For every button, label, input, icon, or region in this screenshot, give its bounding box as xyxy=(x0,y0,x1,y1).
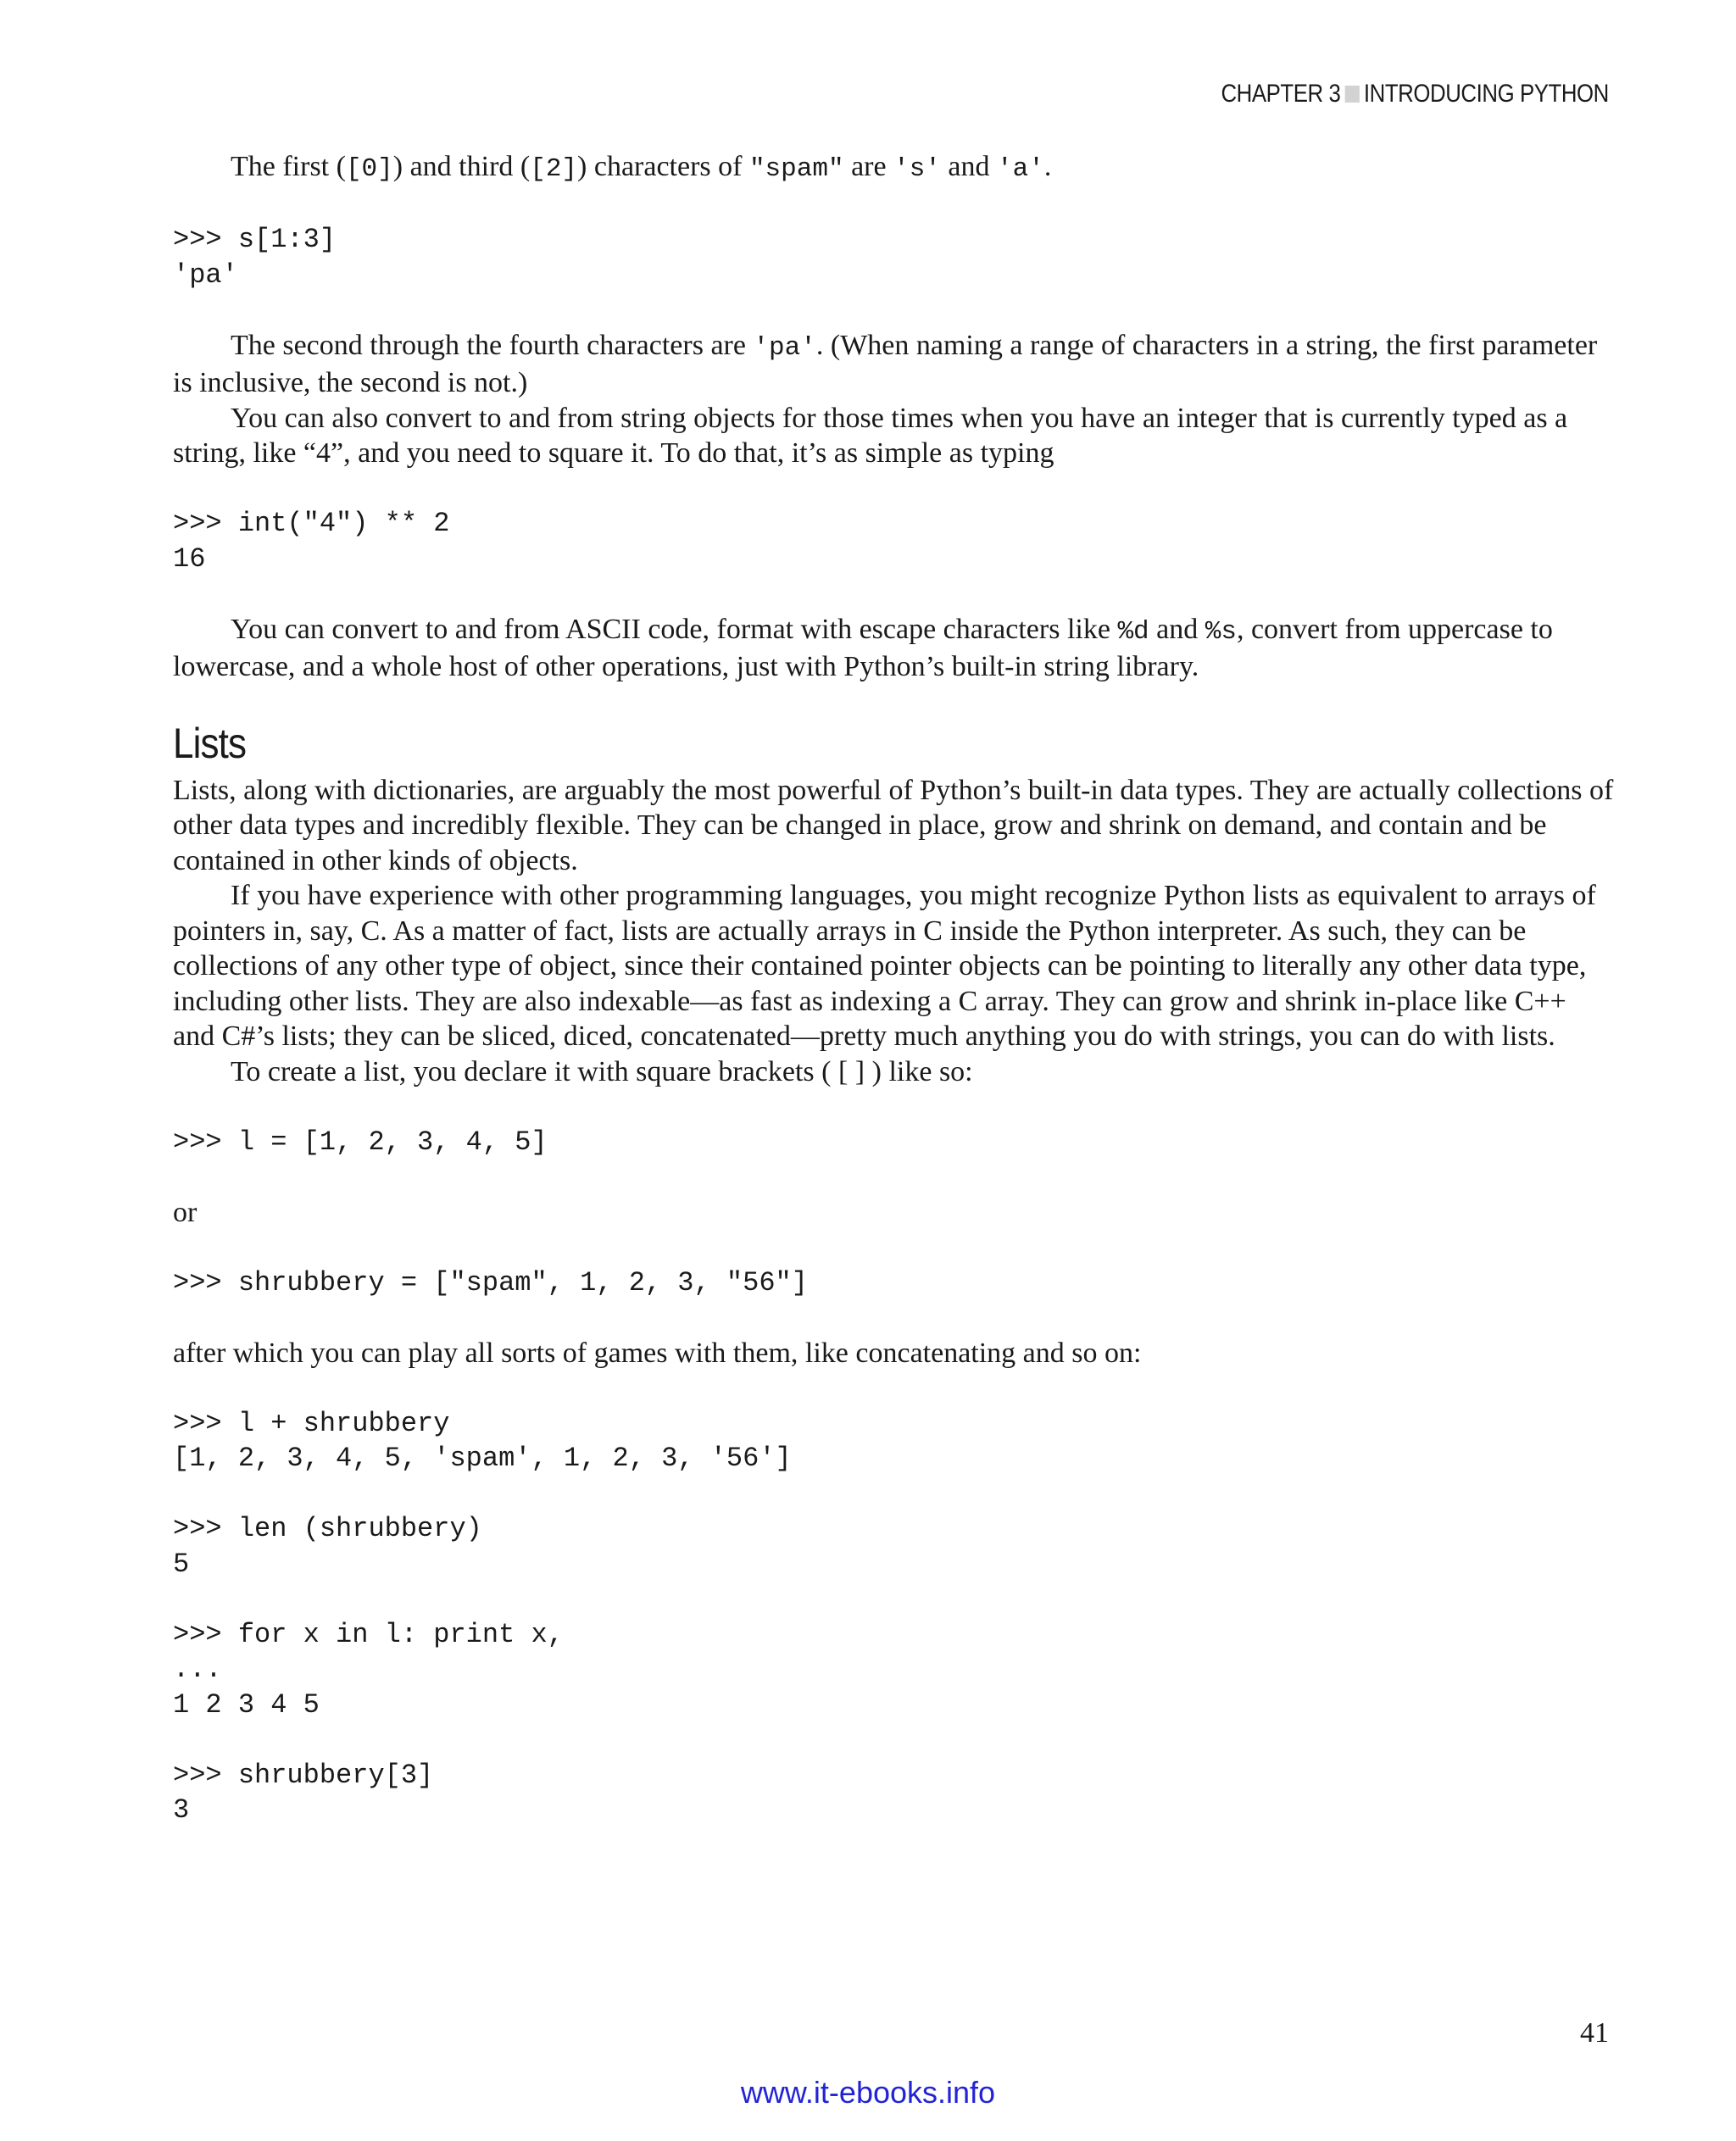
code-block-slice: >>> s[1:3] 'pa' xyxy=(173,224,337,291)
text: and xyxy=(1149,613,1205,645)
text: ) and third ( xyxy=(392,151,531,182)
text: and xyxy=(940,151,997,182)
page-number: 41 xyxy=(1580,2017,1609,2049)
chapter-title: INTRODUCING PYTHON xyxy=(1364,80,1609,108)
code-block-concat: >>> l + shrubbery [1, 2, 3, 4, 5, 'spam', 1, 2, 3, '56'] xyxy=(173,1407,792,1474)
paragraph-concatenating: after which you can play all sorts of games with them, like concatenating and so on: xyxy=(173,1337,1142,1369)
inline-code: 'a' xyxy=(997,154,1044,184)
inline-code: "spam" xyxy=(748,154,844,184)
inline-code: 's' xyxy=(893,154,941,184)
paragraph-string-indexing xyxy=(173,149,1614,187)
text: are xyxy=(843,151,894,182)
code-block-int-conversion: >>> int("4") ** 2 16 xyxy=(173,508,450,575)
text: . (When naming a range of characters in a string, the first parameter is inclusive, the second is not.) xyxy=(173,329,1598,398)
paragraph-lists-arrays: If you have experience with other programming languages, you might recognize Python lists as equivalent to arrays of pointers in, say, C. As a matter of fact, lists are actually arrays in C inside the Python interpreter. As such, they can be collections of any other type of object, since their contained pointer objects can be pointing to literally any other data type, including other lists. They are also indexable—as fast as indexing a C array. They can grow and shrink in-place like C++ and C#’s lists; they can be sliced, diced, concatenated—pretty much anything you do with strings, you can do with lists. xyxy=(173,880,1596,1052)
section-heading-lists: Lists xyxy=(173,719,247,767)
text: The second through the fourth characters are xyxy=(231,329,754,361)
text: The first ( xyxy=(231,151,346,182)
code-block-len: >>> len (shrubbery) 5 xyxy=(173,1513,482,1580)
header-separator-square xyxy=(1345,86,1360,103)
footer-link[interactable]: www.it-ebooks.info xyxy=(740,2075,996,2110)
inline-code: 'pa' xyxy=(753,332,816,363)
paragraph-string-conversion: You can also convert to and from string objects for those times when you have an integer that is currently typed as a string, like “4”, and you need to square it. To do that, it’s as simple as typing xyxy=(173,402,1568,469)
text: . xyxy=(1043,151,1052,182)
inline-code: [0] xyxy=(345,154,393,184)
code-block-list-literal: >>> l = [1, 2, 3, 4, 5] xyxy=(173,1126,548,1158)
paragraph-create-list: To create a list, you declare it with square brackets ( [ ] ) like so: xyxy=(231,1055,973,1087)
paragraph-ascii xyxy=(173,612,1614,685)
inline-code: %s xyxy=(1205,616,1237,647)
chapter-label: CHAPTER 3 xyxy=(1221,80,1341,108)
inline-code: %d xyxy=(1117,616,1149,647)
text: You can convert to and from ASCII code, format with escape characters like xyxy=(231,613,1118,645)
paragraph-or: or xyxy=(173,1196,198,1228)
paragraph-slice-explanation xyxy=(173,328,1614,401)
code-block-for-loop: >>> for x in l: print x, ... 1 2 3 4 5 xyxy=(173,1618,564,1721)
text: , convert from uppercase to lowercase, and a whole host of other operations, just with Python’s built-in string library. xyxy=(173,613,1553,682)
code-block-shrubbery: >>> shrubbery = ["spam", 1, 2, 3, "56"] xyxy=(173,1266,808,1299)
inline-code: [2] xyxy=(530,154,578,184)
page-body xyxy=(173,149,1614,1828)
text: ) characters of xyxy=(577,151,749,182)
paragraph-lists-intro: Lists, along with dictionaries, are arguably the most powerful of Python’s built-in data types. They are actually collections of other data types and incredibly flexible. They can be changed in place, grow and shrink on demand, and contain and be contained in other kinds of objects. xyxy=(173,774,1614,876)
code-block-index: >>> shrubbery[3] 3 xyxy=(173,1759,434,1826)
running-header xyxy=(1221,80,1609,108)
